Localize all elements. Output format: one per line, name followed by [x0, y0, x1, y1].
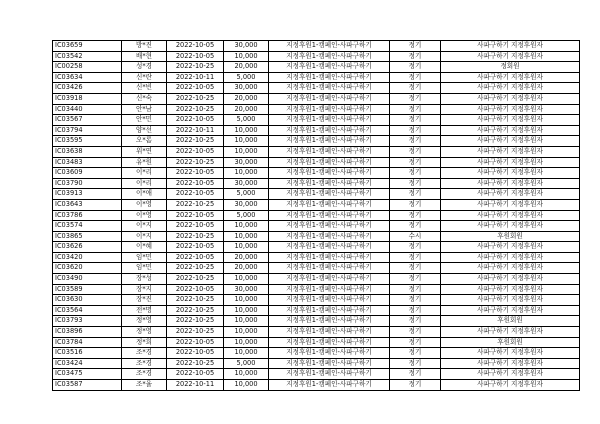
table-row [53, 210, 580, 221]
date-cell: 2022-10-11 [167, 72, 224, 83]
date-cell: 2022-10-05 [167, 242, 224, 253]
amount-cell: 30,000 [224, 83, 269, 94]
donor-id-cell: IC03609 [53, 168, 122, 179]
type-cell: 정기 [390, 125, 441, 136]
campaign-cell: 지정후원1-캠페인-사파구하기 [269, 337, 390, 348]
note-cell: 사파구하기 지정후원자 [441, 83, 580, 94]
date-cell: 2022-10-05 [167, 369, 224, 380]
table-row [53, 337, 580, 348]
type-cell: 정기 [390, 337, 441, 348]
donor-id-cell: IC03913 [53, 189, 122, 200]
donor-id-cell: IC03630 [53, 295, 122, 306]
type-cell: 정기 [390, 348, 441, 359]
campaign-cell: 지정후원1-캠페인-사파구하기 [269, 263, 390, 274]
type-cell: 정기 [390, 242, 441, 253]
donor-name-cell: 성*경 [122, 62, 167, 73]
donor-name-cell: 정*희 [122, 337, 167, 348]
date-cell: 2022-10-25 [167, 274, 224, 285]
type-cell: 정기 [390, 115, 441, 126]
donor-id-cell: IC03595 [53, 136, 122, 147]
campaign-cell: 지정후원1-캠페인-사파구하기 [269, 72, 390, 83]
amount-cell: 5,000 [224, 210, 269, 221]
donor-name-cell: 정*영 [122, 316, 167, 327]
campaign-cell: 지정후원1-캠페인-사파구하기 [269, 252, 390, 263]
date-cell: 2022-10-05 [167, 51, 224, 62]
donor-name-cell: 조*경 [122, 348, 167, 359]
note-cell: 사파구하기 지정후원자 [441, 146, 580, 157]
table-row [53, 380, 580, 391]
donor-name-cell: 임*민 [122, 263, 167, 274]
type-cell: 정기 [390, 380, 441, 391]
donor-id-cell: IC03587 [53, 380, 122, 391]
donor-id-cell: IC03790 [53, 178, 122, 189]
campaign-cell: 지정후원1-캠페인-사파구하기 [269, 295, 390, 306]
type-cell: 정기 [390, 327, 441, 338]
amount-cell: 30,000 [224, 178, 269, 189]
campaign-cell: 지정후원1-캠페인-사파구하기 [269, 231, 390, 242]
donor-table-body [53, 41, 580, 391]
donor-id-cell: IC03793 [53, 316, 122, 327]
table-row [53, 93, 580, 104]
date-cell: 2022-10-25 [167, 199, 224, 210]
campaign-cell: 지정후원1-캠페인-사파구하기 [269, 51, 390, 62]
amount-cell: 30,000 [224, 284, 269, 295]
amount-cell: 20,000 [224, 104, 269, 115]
amount-cell: 10,000 [224, 348, 269, 359]
note-cell: 사파구하기 지정후원자 [441, 51, 580, 62]
note-cell: 사파구하기 지정후원자 [441, 210, 580, 221]
type-cell: 정기 [390, 210, 441, 221]
amount-cell: 10,000 [224, 231, 269, 242]
amount-cell: 30,000 [224, 157, 269, 168]
table-row [53, 231, 580, 242]
donor-id-cell: IC03440 [53, 104, 122, 115]
date-cell: 2022-10-25 [167, 104, 224, 115]
note-cell: 사파구하기 지정후원자 [441, 221, 580, 232]
donor-name-cell: 신*란 [122, 72, 167, 83]
date-cell: 2022-10-25 [167, 93, 224, 104]
donor-name-cell: 전*명 [122, 305, 167, 316]
campaign-cell: 지정후원1-캠페인-사파구하기 [269, 62, 390, 73]
amount-cell: 10,000 [224, 136, 269, 147]
amount-cell: 20,000 [224, 263, 269, 274]
amount-cell: 10,000 [224, 221, 269, 232]
table-row [53, 295, 580, 306]
type-cell: 정기 [390, 189, 441, 200]
donor-name-cell: 유*원 [122, 157, 167, 168]
campaign-cell: 지정후원1-캠페인-사파구하기 [269, 221, 390, 232]
campaign-cell: 지정후원1-캠페인-사파구하기 [269, 380, 390, 391]
donor-id-cell: IC03626 [53, 242, 122, 253]
donor-name-cell: 이*영 [122, 199, 167, 210]
donor-name-cell: 장*성 [122, 274, 167, 285]
donor-id-cell: IC03896 [53, 327, 122, 338]
type-cell: 정기 [390, 221, 441, 232]
type-cell: 정기 [390, 146, 441, 157]
campaign-cell: 지정후원1-캠페인-사파구하기 [269, 115, 390, 126]
table-row [53, 51, 580, 62]
note-cell: 정회원 [441, 62, 580, 73]
table-row [53, 242, 580, 253]
campaign-cell: 지정후원1-캠페인-사파구하기 [269, 327, 390, 338]
type-cell: 정기 [390, 168, 441, 179]
donor-id-cell: IC03643 [53, 199, 122, 210]
donor-id-cell: IC03620 [53, 263, 122, 274]
type-cell: 정기 [390, 252, 441, 263]
type-cell: 정기 [390, 199, 441, 210]
donor-name-cell: 장*지 [122, 284, 167, 295]
note-cell: 사파구하기 지정후원자 [441, 242, 580, 253]
amount-cell: 10,000 [224, 51, 269, 62]
note-cell: 사파구하기 지정후원자 [441, 104, 580, 115]
type-cell: 정기 [390, 51, 441, 62]
note-cell: 사파구하기 지정후원자 [441, 72, 580, 83]
donor-id-cell: IC03567 [53, 115, 122, 126]
campaign-cell: 지정후원1-캠페인-사파구하기 [269, 305, 390, 316]
note-cell: 사파구하기 지정후원자 [441, 157, 580, 168]
donor-name-cell: 배*현 [122, 51, 167, 62]
donor-id-cell: IC03426 [53, 83, 122, 94]
table-row [53, 221, 580, 232]
campaign-cell: 지정후원1-캠페인-사파구하기 [269, 168, 390, 179]
date-cell: 2022-10-05 [167, 337, 224, 348]
donor-name-cell: 신*빈 [122, 83, 167, 94]
campaign-cell: 지정후원1-캠페인-사파구하기 [269, 242, 390, 253]
campaign-cell: 지정후원1-캠페인-사파구하기 [269, 125, 390, 136]
amount-cell: 20,000 [224, 62, 269, 73]
amount-cell: 30,000 [224, 41, 269, 52]
donor-id-cell: IC03794 [53, 125, 122, 136]
date-cell: 2022-10-25 [167, 157, 224, 168]
amount-cell: 5,000 [224, 115, 269, 126]
campaign-cell: 지정후원1-캠페인-사파구하기 [269, 284, 390, 295]
type-cell: 정기 [390, 316, 441, 327]
note-cell: 사파구하기 지정후원자 [441, 380, 580, 391]
note-cell: 사파구하기 지정후원자 [441, 136, 580, 147]
date-cell: 2022-10-05 [167, 210, 224, 221]
donor-name-cell: 조*율 [122, 380, 167, 391]
table-row [53, 348, 580, 359]
amount-cell: 10,000 [224, 337, 269, 348]
donor-name-cell: 이*애 [122, 189, 167, 200]
campaign-cell: 지정후원1-캠페인-사파구하기 [269, 104, 390, 115]
type-cell: 정기 [390, 178, 441, 189]
table-row [53, 157, 580, 168]
date-cell: 2022-10-05 [167, 168, 224, 179]
type-cell: 정기 [390, 295, 441, 306]
table-row [53, 369, 580, 380]
type-cell: 정기 [390, 358, 441, 369]
table-row [53, 178, 580, 189]
table-row [53, 125, 580, 136]
type-cell: 정기 [390, 62, 441, 73]
donor-id-cell: IC03574 [53, 221, 122, 232]
donor-id-cell: IC03516 [53, 348, 122, 359]
donor-name-cell: 조*경 [122, 369, 167, 380]
table-row [53, 263, 580, 274]
date-cell: 2022-10-05 [167, 115, 224, 126]
date-cell: 2022-10-05 [167, 83, 224, 94]
donor-id-cell: IC03475 [53, 369, 122, 380]
table-row [53, 168, 580, 179]
note-cell: 사파구하기 지정후원자 [441, 178, 580, 189]
amount-cell: 10,000 [224, 125, 269, 136]
table-row [53, 199, 580, 210]
date-cell: 2022-10-11 [167, 380, 224, 391]
donor-id-cell: IC03638 [53, 146, 122, 157]
amount-cell: 10,000 [224, 274, 269, 285]
amount-cell: 10,000 [224, 380, 269, 391]
donor-name-cell: 양*선 [122, 125, 167, 136]
type-cell: 정기 [390, 284, 441, 295]
campaign-cell: 지정후원1-캠페인-사파구하기 [269, 157, 390, 168]
donor-name-cell: 장*진 [122, 295, 167, 306]
donor-name-cell: 안*민 [122, 115, 167, 126]
type-cell: 정기 [390, 369, 441, 380]
date-cell: 2022-10-05 [167, 189, 224, 200]
table-row [53, 146, 580, 157]
campaign-cell: 지정후원1-캠페인-사파구하기 [269, 178, 390, 189]
donor-name-cell: 이*지 [122, 231, 167, 242]
type-cell: 정기 [390, 41, 441, 52]
donor-id-cell: IC03483 [53, 157, 122, 168]
campaign-cell: 지정후원1-캠페인-사파구하기 [269, 358, 390, 369]
note-cell: 사파구하기 지정후원자 [441, 41, 580, 52]
donor-name-cell: 이*리 [122, 178, 167, 189]
type-cell: 정기 [390, 136, 441, 147]
donor-id-cell: IC03659 [53, 41, 122, 52]
note-cell: 사파구하기 지정후원자 [441, 274, 580, 285]
donor-name-cell: 임*민 [122, 252, 167, 263]
note-cell: 후원회원 [441, 316, 580, 327]
table-row [53, 327, 580, 338]
campaign-cell: 지정후원1-캠페인-사파구하기 [269, 93, 390, 104]
table-row [53, 284, 580, 295]
donor-id-cell: IC03490 [53, 274, 122, 285]
note-cell: 후원회원 [441, 337, 580, 348]
donor-name-cell: 이*지 [122, 221, 167, 232]
date-cell: 2022-10-05 [167, 284, 224, 295]
campaign-cell: 지정후원1-캠페인-사파구하기 [269, 146, 390, 157]
type-cell: 정기 [390, 93, 441, 104]
amount-cell: 10,000 [224, 369, 269, 380]
date-cell: 2022-10-25 [167, 295, 224, 306]
donor-id-cell: IC03424 [53, 358, 122, 369]
donor-id-cell: IC03420 [53, 252, 122, 263]
amount-cell: 10,000 [224, 316, 269, 327]
note-cell: 사파구하기 지정후원자 [441, 358, 580, 369]
donor-table-page [52, 40, 580, 391]
note-cell: 사파구하기 지정후원자 [441, 93, 580, 104]
table-row [53, 358, 580, 369]
note-cell: 사파구하기 지정후원자 [441, 168, 580, 179]
amount-cell: 10,000 [224, 242, 269, 253]
donor-name-cell: 오*롬 [122, 136, 167, 147]
date-cell: 2022-10-25 [167, 136, 224, 147]
donor-name-cell: 이*혜 [122, 242, 167, 253]
note-cell: 사파구하기 지정후원자 [441, 125, 580, 136]
date-cell: 2022-10-25 [167, 327, 224, 338]
campaign-cell: 지정후원1-캠페인-사파구하기 [269, 316, 390, 327]
table-row [53, 252, 580, 263]
donor-name-cell: 조*경 [122, 358, 167, 369]
note-cell: 후원회원 [441, 231, 580, 242]
amount-cell: 10,000 [224, 168, 269, 179]
date-cell: 2022-10-05 [167, 178, 224, 189]
date-cell: 2022-10-25 [167, 62, 224, 73]
amount-cell: 5,000 [224, 72, 269, 83]
table-row [53, 41, 580, 52]
campaign-cell: 지정후원1-캠페인-사파구하기 [269, 41, 390, 52]
date-cell: 2022-10-05 [167, 41, 224, 52]
donor-name-cell: 신*숙 [122, 93, 167, 104]
table-row [53, 305, 580, 316]
table-row [53, 115, 580, 126]
amount-cell: 10,000 [224, 327, 269, 338]
note-cell: 사파구하기 지정후원자 [441, 115, 580, 126]
donor-name-cell: 안*남 [122, 104, 167, 115]
campaign-cell: 지정후원1-캠페인-사파구하기 [269, 189, 390, 200]
type-cell: 정기 [390, 72, 441, 83]
donor-table [52, 40, 580, 391]
campaign-cell: 지정후원1-캠페인-사파구하기 [269, 199, 390, 210]
date-cell: 2022-10-25 [167, 358, 224, 369]
donor-name-cell: 이*리 [122, 168, 167, 179]
date-cell: 2022-10-05 [167, 221, 224, 232]
table-row [53, 104, 580, 115]
date-cell: 2022-10-05 [167, 252, 224, 263]
date-cell: 2022-10-25 [167, 231, 224, 242]
type-cell: 정기 [390, 305, 441, 316]
amount-cell: 5,000 [224, 358, 269, 369]
amount-cell: 20,000 [224, 252, 269, 263]
donor-id-cell: IC00258 [53, 62, 122, 73]
donor-id-cell: IC03589 [53, 284, 122, 295]
donor-id-cell: IC03634 [53, 72, 122, 83]
donor-name-cell: 이*영 [122, 210, 167, 221]
donor-id-cell: IC03542 [53, 51, 122, 62]
campaign-cell: 지정후원1-캠페인-사파구하기 [269, 136, 390, 147]
donor-id-cell: IC03918 [53, 93, 122, 104]
note-cell: 사파구하기 지정후원자 [441, 327, 580, 338]
note-cell: 사파구하기 지정후원자 [441, 252, 580, 263]
type-cell: 정기 [390, 274, 441, 285]
date-cell: 2022-10-05 [167, 348, 224, 359]
campaign-cell: 지정후원1-캠페인-사파구하기 [269, 274, 390, 285]
table-row [53, 189, 580, 200]
donor-id-cell: IC03786 [53, 210, 122, 221]
note-cell: 사파구하기 지정후원자 [441, 263, 580, 274]
donor-id-cell: IC03564 [53, 305, 122, 316]
note-cell: 사파구하기 지정후원자 [441, 295, 580, 306]
note-cell: 사파구하기 지정후원자 [441, 369, 580, 380]
table-row [53, 83, 580, 94]
campaign-cell: 지정후원1-캠페인-사파구하기 [269, 83, 390, 94]
note-cell: 사파구하기 지정후원자 [441, 189, 580, 200]
date-cell: 2022-10-11 [167, 125, 224, 136]
campaign-cell: 지정후원1-캠페인-사파구하기 [269, 348, 390, 359]
campaign-cell: 지정후원1-캠페인-사파구하기 [269, 369, 390, 380]
donor-name-cell: 정*영 [122, 327, 167, 338]
date-cell: 2022-10-05 [167, 146, 224, 157]
table-row [53, 274, 580, 285]
table-row [53, 136, 580, 147]
campaign-cell: 지정후원1-캠페인-사파구하기 [269, 210, 390, 221]
date-cell: 2022-10-25 [167, 305, 224, 316]
note-cell: 사파구하기 지정후원자 [441, 305, 580, 316]
donor-id-cell: IC03784 [53, 337, 122, 348]
date-cell: 2022-10-25 [167, 316, 224, 327]
amount-cell: 10,000 [224, 295, 269, 306]
table-row [53, 316, 580, 327]
amount-cell: 20,000 [224, 93, 269, 104]
amount-cell: 10,000 [224, 305, 269, 316]
date-cell: 2022-10-25 [167, 263, 224, 274]
note-cell: 사파구하기 지정후원자 [441, 199, 580, 210]
donor-name-cell: 방*진 [122, 41, 167, 52]
amount-cell: 10,000 [224, 146, 269, 157]
type-cell: 정기 [390, 263, 441, 274]
amount-cell: 30,000 [224, 199, 269, 210]
donor-id-cell: IC03865 [53, 231, 122, 242]
note-cell: 사파구하기 지정후원자 [441, 348, 580, 359]
table-row [53, 72, 580, 83]
type-cell: 정기 [390, 104, 441, 115]
table-row [53, 62, 580, 73]
note-cell: 사파구하기 지정후원자 [441, 284, 580, 295]
type-cell: 수시 [390, 231, 441, 242]
type-cell: 정기 [390, 83, 441, 94]
type-cell: 정기 [390, 157, 441, 168]
donor-name-cell: 위*연 [122, 146, 167, 157]
amount-cell: 5,000 [224, 189, 269, 200]
